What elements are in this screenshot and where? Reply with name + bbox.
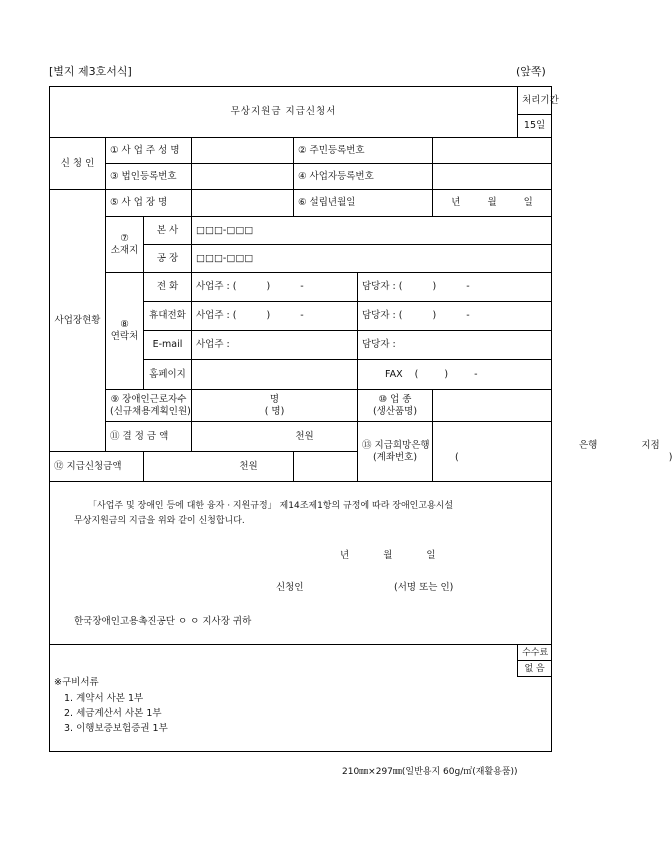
manager-prefix: 담당자 : ( [362, 281, 403, 292]
date-day: 일 [426, 550, 436, 561]
industry-label [358, 390, 433, 422]
email-manager-field[interactable]: 담당자 : [358, 331, 552, 360]
statement-line-2: 무상지원금의 지급을 위와 같이 신청합니다. [74, 516, 245, 526]
signature-hint: (서명 또는 인) [394, 582, 454, 593]
owner-prefix: 사업주 : ( [196, 310, 237, 321]
fee-value: 없 음 [518, 661, 552, 677]
location-symbol: ⑦ [120, 232, 129, 244]
workplace-name-label: ⑤ 사 업 장 명 [106, 190, 192, 217]
bank-label-2: (계좌번호) [372, 451, 418, 463]
industry-label-1: ⑩ 업 종 [378, 393, 412, 405]
applicant-label: 신 청 인 [50, 138, 106, 190]
processing-period-label: 처리기간 [518, 87, 552, 115]
attachments-title: ※구비서류 [54, 677, 99, 688]
decided-amount-label: ⑪ 결 정 금 액 [106, 422, 192, 452]
statement-line-1: 「사업주 및 장애인 등에 대한 융자 · 지원규정」 제14조제1항의 규정에 따라 장애인고용시설 [88, 501, 454, 511]
fee-label: 수수료 [518, 645, 552, 661]
fax-field[interactable] [358, 360, 552, 390]
statement-date [340, 550, 436, 562]
month-unit: 월 [487, 197, 497, 208]
dash: - [466, 310, 470, 321]
attachments-section [50, 677, 552, 752]
head-office-label: 본 사 [144, 217, 192, 245]
recipient: 한국장애인고용촉진공단 ㅇ ㅇ 지사장 귀하 [74, 616, 252, 627]
email-label: E-mail [144, 331, 192, 360]
workers-unit: 명 [269, 393, 280, 405]
workplace-label: 사업장현황 [50, 190, 106, 452]
paren-close: ) [266, 310, 271, 321]
workplace-name-field[interactable] [192, 190, 294, 217]
won-unit: 천원 [239, 460, 258, 472]
biz-no-field[interactable] [433, 164, 552, 190]
phone-manager-field[interactable] [358, 273, 552, 302]
contact-text: 연락처 [110, 331, 139, 342]
requested-amount-label: ⑫ 지급신청금액 [50, 452, 144, 482]
factory-address-field[interactable]: □□□-□□□ [192, 245, 552, 273]
mobile-manager-field[interactable] [358, 302, 552, 331]
form-title: 무상지원금 지급신청서 [50, 87, 518, 138]
disabled-workers-label-1: ⑨ 장애인근로자수 [110, 393, 187, 405]
paren-close: ) [266, 281, 271, 292]
founded-label: ⑥ 설립년월일 [294, 190, 433, 217]
fax-label: FAX [385, 368, 403, 380]
owner-name-label: ① 사 업 주 성 명 [106, 138, 192, 164]
form-number: [별지 제3호서식] [49, 65, 132, 78]
dash: - [300, 310, 304, 321]
processing-period-value: 15일 [518, 115, 552, 138]
email-owner-field[interactable]: 사업주 : [192, 331, 358, 360]
dash: - [300, 281, 304, 292]
date-month: 월 [383, 550, 393, 561]
owner-name-field[interactable] [192, 138, 294, 164]
disabled-workers-field[interactable] [192, 390, 358, 422]
dash: - [474, 368, 478, 380]
bank-field[interactable] [433, 422, 660, 482]
paren-open: ( [414, 368, 419, 380]
paren-close: ) [432, 281, 437, 292]
day-unit: 일 [523, 197, 533, 208]
disabled-workers-label [106, 390, 192, 422]
homepage-label: 홈페이지 [144, 360, 192, 390]
corp-no-field[interactable] [192, 164, 294, 190]
phone-label: 전 화 [144, 273, 192, 302]
contact-symbol: ⑧ [120, 319, 129, 330]
biz-no-label: ④ 사업자등록번호 [294, 164, 433, 190]
industry-label-2: (생산품명) [372, 405, 418, 417]
won-unit: 천원 [295, 430, 314, 442]
founded-date-field[interactable] [433, 190, 552, 217]
location-text: 소재지 [110, 244, 139, 256]
decided-amount-field[interactable] [192, 422, 358, 452]
industry-field[interactable] [433, 390, 552, 422]
bank-label [358, 422, 433, 482]
statement-section [50, 482, 552, 645]
paren-close: ) [444, 368, 449, 380]
paren-open: ( [455, 451, 459, 463]
paren-close: ) [432, 310, 437, 321]
resident-no-label: ② 주민등록번호 [294, 138, 433, 164]
bank-label-1: ⑬ 지급희망은행 [362, 439, 430, 451]
page-side-label: (앞쪽) [516, 65, 546, 78]
corp-no-label: ③ 법인등록번호 [106, 164, 192, 190]
attachment-item: 1. 계약서 사본 1부 [64, 693, 144, 704]
dash: - [466, 281, 470, 292]
disabled-workers-label-2: (신규채용계획인원) [110, 405, 191, 417]
attachment-item: 3. 이행보증보험증권 1부 [64, 723, 168, 734]
factory-label: 공 장 [144, 245, 192, 273]
location-label [106, 217, 144, 273]
fee-spacer [50, 645, 518, 677]
paper-spec-footer: 210㎜×297㎜(일반용지 60g/㎡(재활용품)) [342, 767, 518, 777]
attachment-item: 2. 세금계산서 사본 1부 [64, 708, 162, 719]
applicant-signature-label: 신청인 [276, 582, 304, 593]
resident-no-field[interactable] [433, 138, 552, 164]
contact-label [106, 273, 144, 390]
application-form [49, 86, 660, 752]
date-year: 년 [340, 550, 350, 561]
manager-prefix: 담당자 : ( [362, 310, 403, 321]
owner-prefix: 사업주 : ( [196, 281, 237, 292]
mobile-owner-field[interactable] [192, 302, 358, 331]
mobile-label: 휴대전화 [144, 302, 192, 331]
homepage-field[interactable] [192, 360, 358, 390]
year-unit: 년 [451, 197, 461, 208]
planned-workers-unit: ( 명) [264, 405, 285, 417]
head-office-address-field[interactable]: □□□-□□□ [192, 217, 552, 245]
phone-owner-field[interactable] [192, 273, 358, 302]
branch-unit: 지점 [641, 439, 660, 451]
requested-amount-field[interactable] [144, 452, 294, 482]
bank-unit: 은행 [579, 439, 598, 451]
